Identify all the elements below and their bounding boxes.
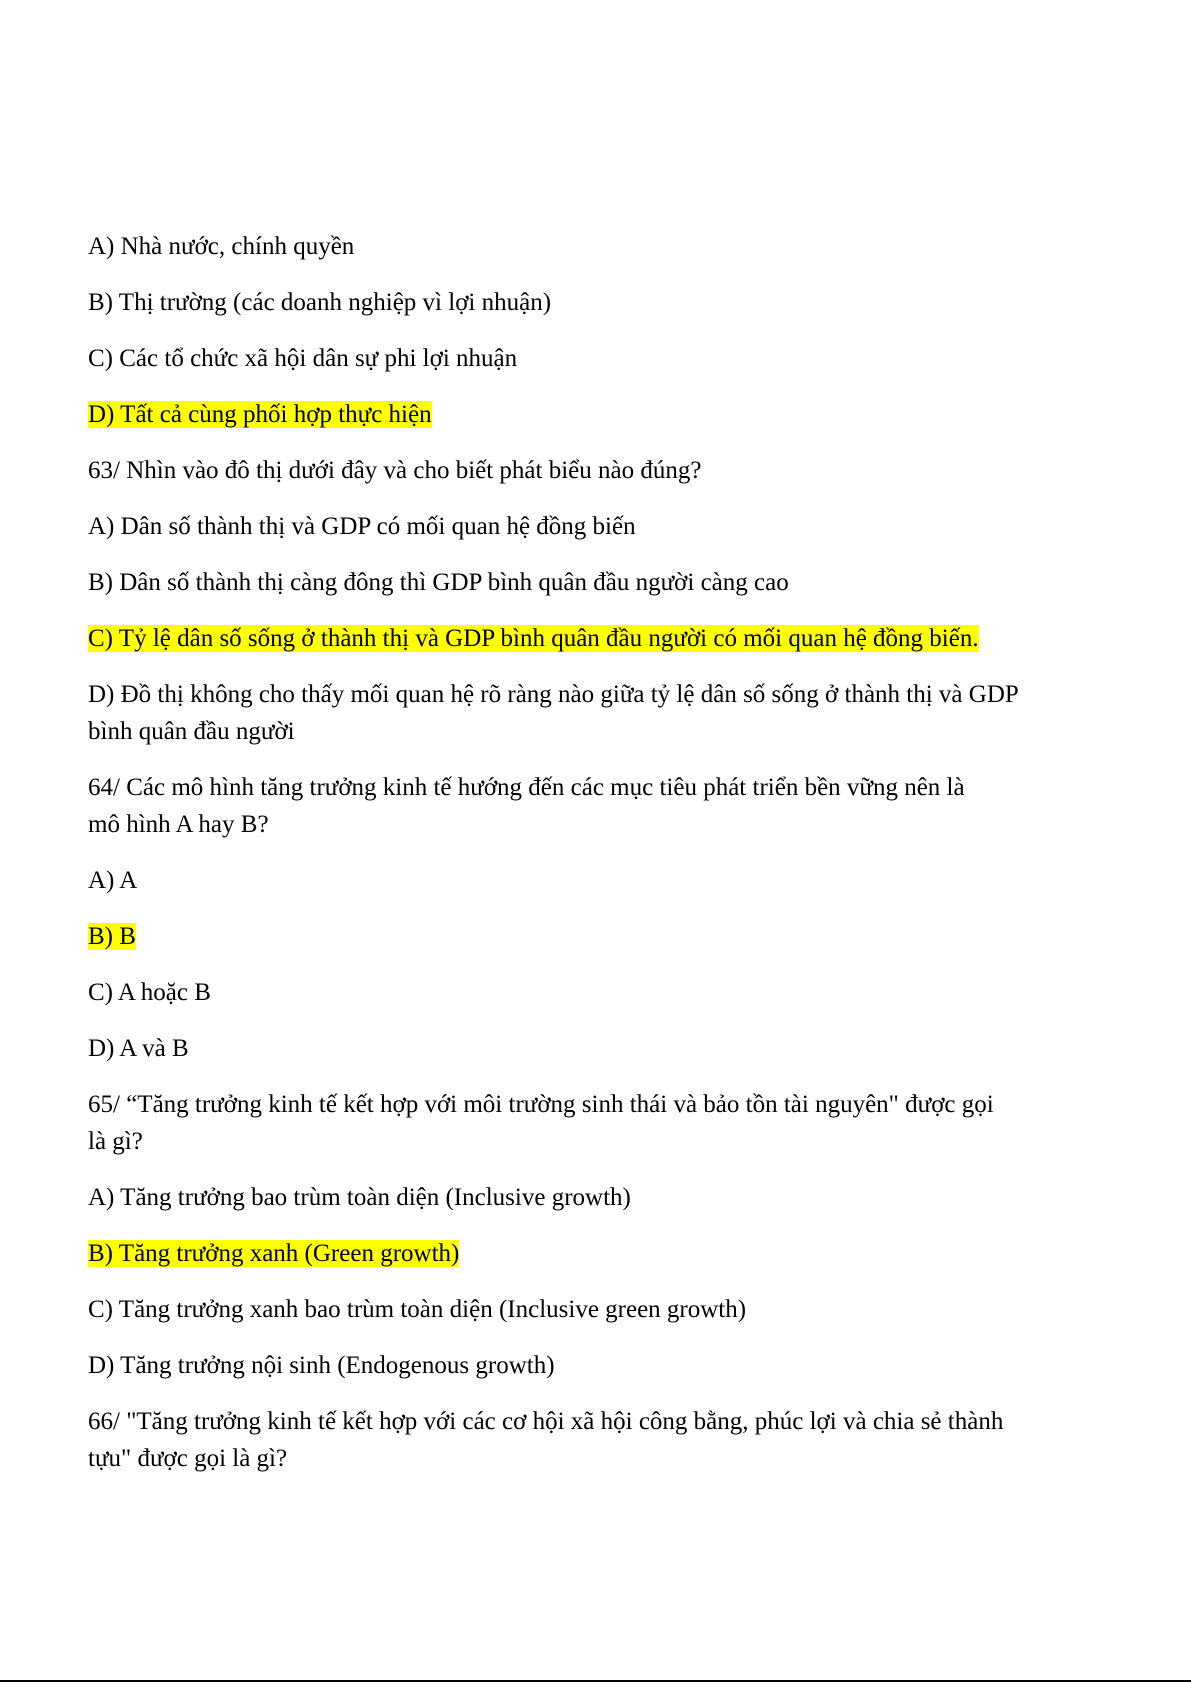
- answer-option-correct: [88, 918, 1088, 955]
- answer-option: [88, 340, 1088, 377]
- question-text: 66/ "Tăng trưởng kinh tế kết hợp với các cơ hội xã hội công bằng, phúc lợi và chia sẻ thành tựu" được gọi là gì?: [88, 1408, 1004, 1472]
- answer-text: D) A và B: [88, 1035, 189, 1062]
- answer-text: A) Tăng trưởng bao trùm toàn diện (Inclusive growth): [88, 1184, 631, 1211]
- answer-option: [88, 284, 1088, 321]
- answer-option: [88, 1030, 1088, 1067]
- answer-text: A) Dân số thành thị và GDP có mối quan hệ đồng biến: [88, 513, 636, 540]
- highlighted-answer-text: D) Tất cả cùng phối hợp thực hiện: [88, 401, 432, 428]
- answer-text: A) Nhà nước, chính quyền: [88, 233, 355, 260]
- highlighted-answer-text: C) Tỷ lệ dân số sống ở thành thị và GDP bình quân đầu người có mối quan hệ đồng biến.: [88, 625, 979, 652]
- answer-option: [88, 676, 1048, 750]
- answer-text: C) A hoặc B: [88, 979, 211, 1006]
- answer-text: D) Tăng trưởng nội sinh (Endogenous growth): [88, 1352, 555, 1379]
- answer-text: B) Dân số thành thị càng đông thì GDP bình quân đầu người càng cao: [88, 569, 789, 596]
- answer-option: [88, 862, 1088, 899]
- question-63: [88, 452, 1088, 489]
- answer-option-correct: [88, 620, 1088, 657]
- answer-text: A) A: [88, 867, 138, 894]
- answer-option: [88, 1291, 1088, 1328]
- answer-option-correct: [88, 1235, 1088, 1272]
- answer-option: [88, 228, 1088, 265]
- question-text: 63/ Nhìn vào đô thị dưới đây và cho biết phát biểu nào đúng?: [88, 457, 702, 484]
- answer-option-correct: [88, 396, 1088, 433]
- answer-option: [88, 974, 1088, 1011]
- question-text: 65/ “Tăng trưởng kinh tế kết hợp với môi trường sinh thái và bảo tồn tài nguyên" được gọi là gì?: [88, 1091, 994, 1155]
- answer-option: [88, 1179, 1088, 1216]
- question-65: [88, 1086, 998, 1160]
- answer-text: C) Các tổ chức xã hội dân sự phi lợi nhuận: [88, 345, 518, 372]
- answer-text: C) Tăng trưởng xanh bao trùm toàn diện (Inclusive green growth): [88, 1296, 747, 1323]
- question-66: [88, 1403, 1028, 1477]
- answer-option: [88, 508, 1088, 545]
- question-content: [88, 228, 1088, 1496]
- question-64: [88, 769, 968, 843]
- page-bottom-divider: [0, 1680, 1191, 1682]
- question-text: 64/ Các mô hình tăng trưởng kinh tế hướng đến các mục tiêu phát triển bền vững nên là mô hình A hay B?: [88, 774, 965, 838]
- answer-option: [88, 1347, 1088, 1384]
- highlighted-answer-text: B) B: [88, 923, 136, 950]
- answer-option: [88, 564, 1088, 601]
- answer-text: B) Thị trường (các doanh nghiệp vì lợi nhuận): [88, 289, 552, 316]
- highlighted-answer-text: B) Tăng trưởng xanh (Green growth): [88, 1240, 460, 1267]
- answer-text: D) Đồ thị không cho thấy mối quan hệ rõ ràng nào giữa tỷ lệ dân số sống ở thành thị và GDP bình quân đầu người: [88, 681, 1018, 745]
